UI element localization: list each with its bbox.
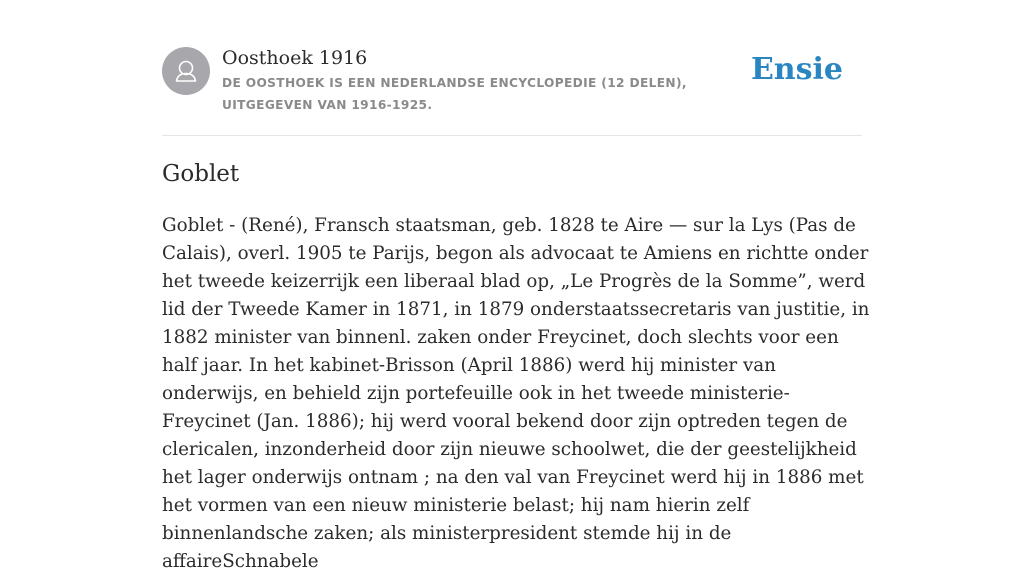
user-placeholder-icon[interactable] <box>162 47 210 95</box>
divider <box>162 135 862 136</box>
entry-body: Goblet - (René), Fransch staatsman, geb. 1828 te Aire — sur la Lys (Pas de Calais), overl. 1905 te Parijs, begon als advocaat te Amiens en richtte onder het tweede keizerrijk een liberaal blad op, „Le Progrès de la Somme”, werd lid der Tweede Kamer in 1871, in 1879 onderstaatssecretaris van justitie, in 1882 minister van binnenl. zaken onder Freycinet, doch slechts voor een half jaar. In het kabinet-Brisson (April 1886) werd hij minister van onderwijs, en behield zijn portefeuille ook in het tweede ministerie-Freycinet (Jan. 1886); hij werd vooral bekend door zijn optreden tegen de clericalen, inzonderheid door zijn nieuwe schoolwet, die der geestelijkheid het lager onderwijs ontnam ; na den val van Freycinet werd hij in 1886 met het vormen van een nieuw ministerie belast; hij nam hierin zelf binnenlandsche zaken; als ministerpresident stemde hij in de affaireSchnabele <box>162 215 870 572</box>
source-description: DE OOSTHOEK IS EEN NEDERLANDSE ENCYCLOPEDIE (12 DELEN), UITGEGEVEN VAN 1916-1925. <box>222 76 687 112</box>
brand-logo[interactable]: Ensie <box>750 52 843 87</box>
entry-title: Goblet <box>162 161 240 187</box>
source-title[interactable]: Oosthoek 1916 <box>222 47 368 69</box>
source-header <box>162 46 862 116</box>
